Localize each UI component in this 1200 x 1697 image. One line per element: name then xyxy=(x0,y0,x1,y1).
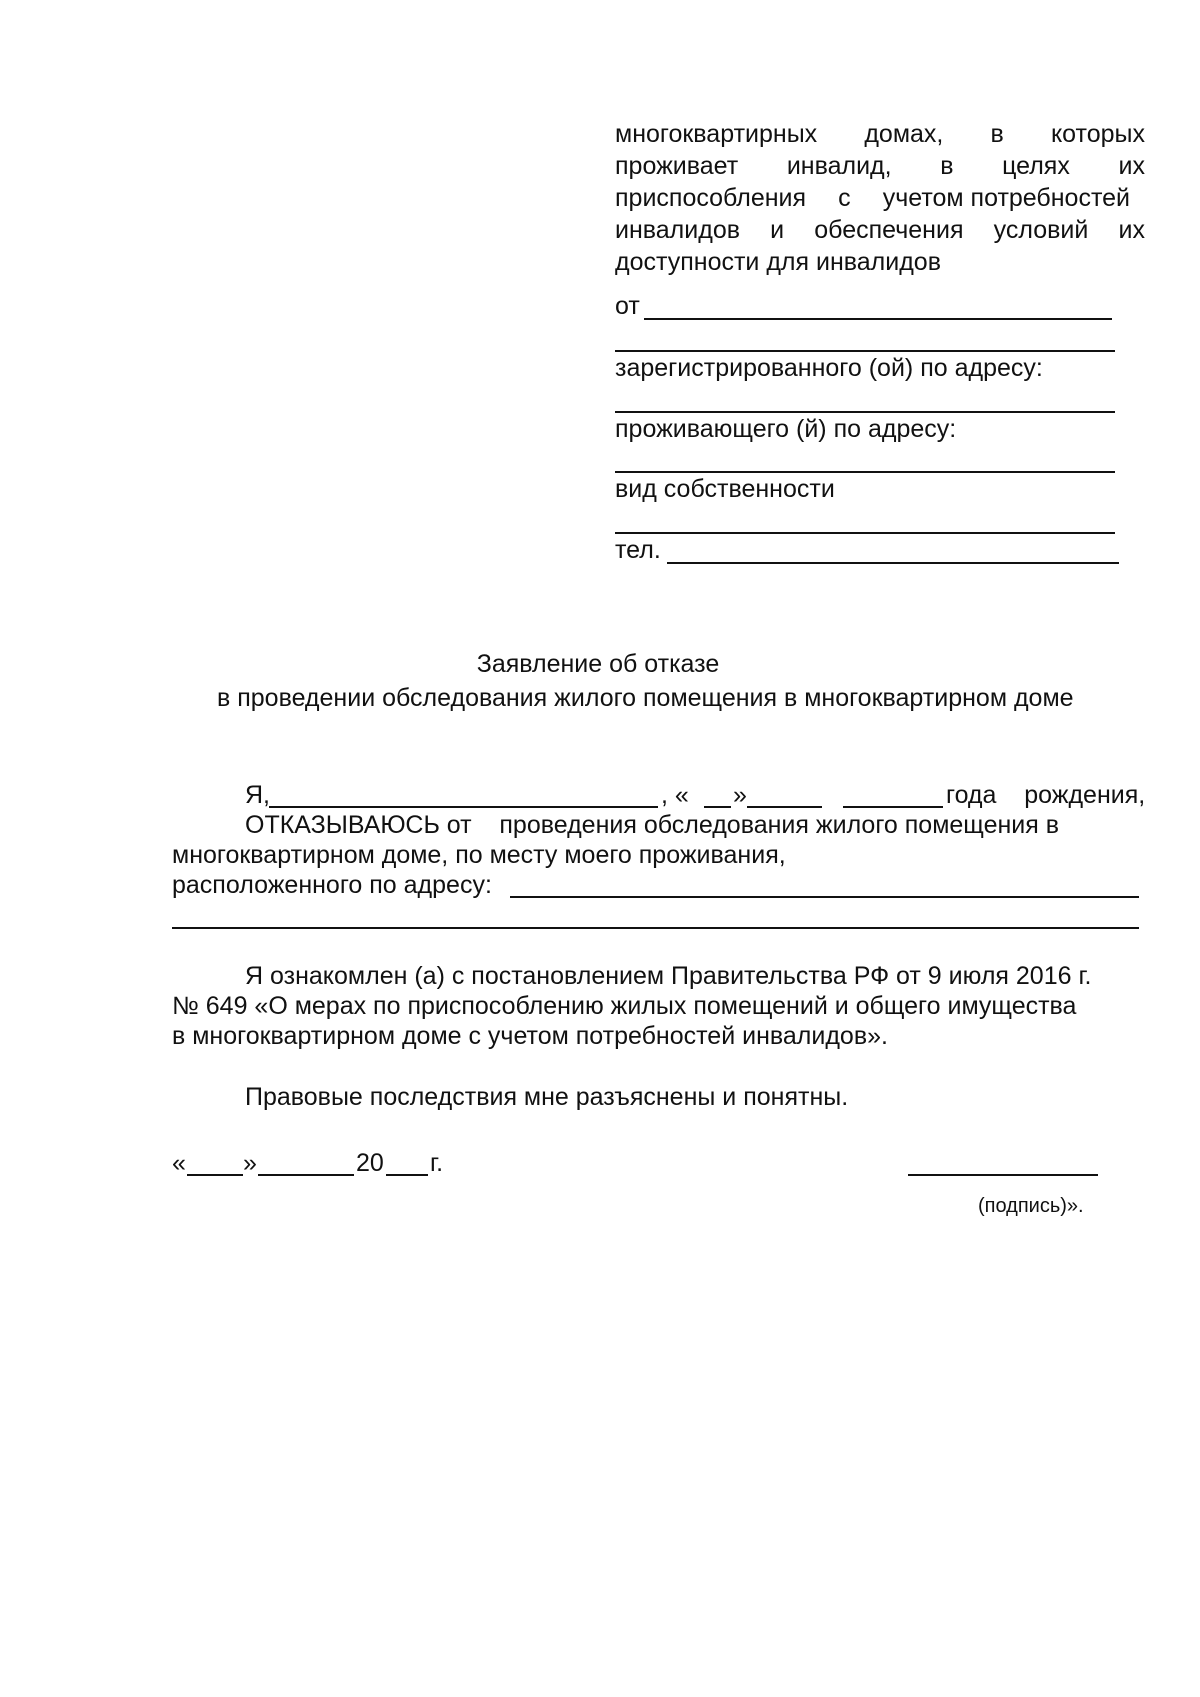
addressee-line-3: приспособления с учетом потребностей xyxy=(615,184,1130,212)
ack-line-1: Я ознакомлен (а) с постановлением Правительства РФ от 9 июля 2016 г. xyxy=(245,962,1092,990)
residing-address-label: проживающего (й) по адресу: xyxy=(615,415,957,443)
date-year-prefix: 20 xyxy=(356,1149,384,1177)
document-title: Заявление об отказе xyxy=(476,650,720,678)
addressee-line-4: инвалидов и обеспечения условий их xyxy=(615,216,1145,244)
birth-year-label: года рождения, xyxy=(946,781,1146,809)
statement-line-4: расположенного по адресу: xyxy=(172,871,492,899)
ownership-field[interactable] xyxy=(615,532,1115,534)
addressee-block xyxy=(615,118,1145,278)
property-address-field-line-2[interactable] xyxy=(172,927,1139,929)
addressee-line-2: проживает инвалид, в целях их xyxy=(615,152,1145,180)
ownership-label: вид собственности xyxy=(615,475,835,503)
phone-label: тел. xyxy=(615,536,661,564)
birth-day-field[interactable] xyxy=(704,806,731,808)
statement-line-3: многоквартирном доме, по месту моего проживания, xyxy=(172,841,786,869)
signature-field[interactable] xyxy=(908,1174,1098,1176)
ack-line-3: в многоквартирном доме с учетом потребностей инвалидов». xyxy=(172,1022,888,1050)
statement-i-label: Я, xyxy=(245,781,270,809)
signature-caption: (подпись)». xyxy=(978,1195,1084,1217)
addressee-line-5: доступности для инвалидов xyxy=(615,248,941,276)
date-day-field[interactable] xyxy=(187,1174,243,1176)
date-month-field[interactable] xyxy=(258,1174,354,1176)
ack-line-2: № 649 «О мерах по приспособлению жилых помещений и общего имущества xyxy=(172,992,1077,1020)
from-field-line-2[interactable] xyxy=(615,350,1115,352)
registered-address-field[interactable] xyxy=(615,411,1115,413)
addressee-line-1: многоквартирных домах, в которых xyxy=(615,120,1145,148)
statement-line-2: ОТКАЗЫВАЮСЬ от проведения обследования жилого помещения в xyxy=(245,811,1060,839)
from-label: от xyxy=(615,292,640,320)
birth-year-field[interactable] xyxy=(843,806,943,808)
consequences-text: Правовые последствия мне разъяснены и понятны. xyxy=(245,1083,849,1111)
date-open-quote: « xyxy=(172,1149,186,1177)
date-year-suffix: г. xyxy=(430,1149,444,1177)
residing-address-field[interactable] xyxy=(615,471,1115,473)
date-year-field[interactable] xyxy=(386,1174,428,1176)
birth-month-field[interactable] xyxy=(747,806,822,808)
document-subtitle: в проведении обследования жилого помещения в многоквартирном доме xyxy=(217,684,1074,712)
statement-comma-quote: , « xyxy=(661,781,689,809)
property-address-field[interactable] xyxy=(510,896,1139,898)
date-close-quote: » xyxy=(243,1149,257,1177)
full-name-field[interactable] xyxy=(269,806,658,808)
statement-close-quote: » xyxy=(733,781,747,809)
phone-field[interactable] xyxy=(667,562,1119,564)
registered-address-label: зарегистрированного (ой) по адресу: xyxy=(615,354,1043,382)
from-field[interactable] xyxy=(644,318,1112,320)
